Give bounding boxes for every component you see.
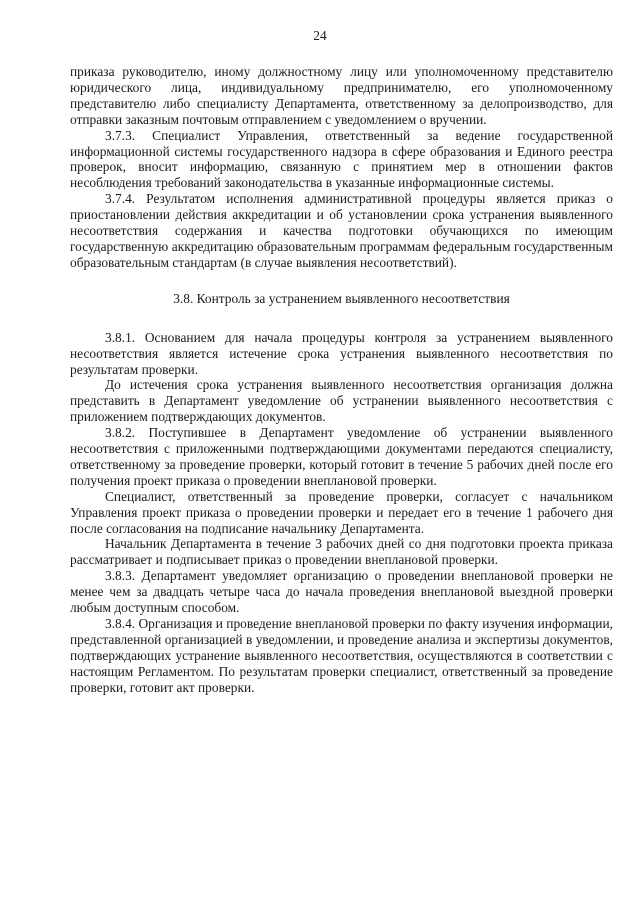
- paragraph-head-signs: Начальник Департамента в течение 3 рабочих дней со дня подготовки проекта приказа рассматривает и подписывает приказ о проведении внеплановой проверки.: [70, 536, 613, 568]
- page-number: 24: [313, 28, 327, 43]
- paragraph-3-8-2: 3.8.2. Поступившее в Департамент уведомление об устранении выявленного несоответствия с приложенными подтверждающими документами передаются специалисту, ответственному за проведение проверки, который готовит в течение 5 рабочих дней после его получения проект приказа о проведении внеплановой проверки.: [70, 425, 613, 488]
- paragraph-specialist-approval: Специалист, ответственный за проведение проверки, согласует с начальником Управления проект приказа о проведении проверки и передает его в течение 1 рабочего дня после согласования на подписание начальнику Департамента.: [70, 488, 613, 536]
- paragraph-3-7-3: 3.7.3. Специалист Управления, ответственный за ведение государственной информационной системы государственного надзора в сфере образования и Единого реестра проверок, вносит информацию, связанную с принятием мер в отношении фактов несоблюдения требований законодательства в указанные информационные системы.: [70, 127, 613, 191]
- document-body: [70, 64, 613, 696]
- paragraph-3-8-1: 3.8.1. Основанием для начала процедуры контроля за устранением выявленного несоответствия является истечение срока устранения выявленного несоответствия по результатам проверки.: [70, 329, 613, 377]
- paragraph-3-8-3: 3.8.3. Департамент уведомляет организацию о проведении внеплановой проверки не менее чем за двадцать четыре часа до начала проведения внеплановой выездной проверки любым доступным способом.: [70, 568, 613, 616]
- paragraph-continuation: приказа руководителю, иному должностному лицу или уполномоченному представителю юридического лица, индивидуальному предпринимателю, его уполномоченному представителю либо специалисту Департамента, ответственному за делопроизводство, для отправки заказным почтовым отправлением с уведомлением о вручении.: [70, 64, 613, 127]
- paragraph-3-7-4: 3.7.4. Результатом исполнения административной процедуры является приказ о приостановлении действия аккредитации и об установлении срока устранения выявленного несоответствия содержания и качества подготовки обучающихся по имеющим государственную аккредитацию образовательным программам федеральным государственным образовательным стандартам (в случае выявления несоответствий).: [70, 191, 613, 270]
- paragraph-deadline-notice: До истечения срока устранения выявленного несоответствия организация должна представить в Департамент уведомление об устранении выявленного несоответствия с приложением подтверждающих документов.: [70, 377, 613, 425]
- section-heading-3-8: 3.8. Контроль за устранением выявленного несоответствия: [173, 290, 510, 306]
- paragraph-3-8-4: 3.8.4. Организация и проведение внеплановой проверки по факту изучения информации, представленной организацией в уведомлении, и проведение анализа и экспертизы документов, подтверждающих устранение выявленного несоответствия, осуществляются в соответствии с настоящим Регламентом. По результатам проверки специалист, ответственный за проведение проверки, готовит акт проверки.: [70, 616, 613, 695]
